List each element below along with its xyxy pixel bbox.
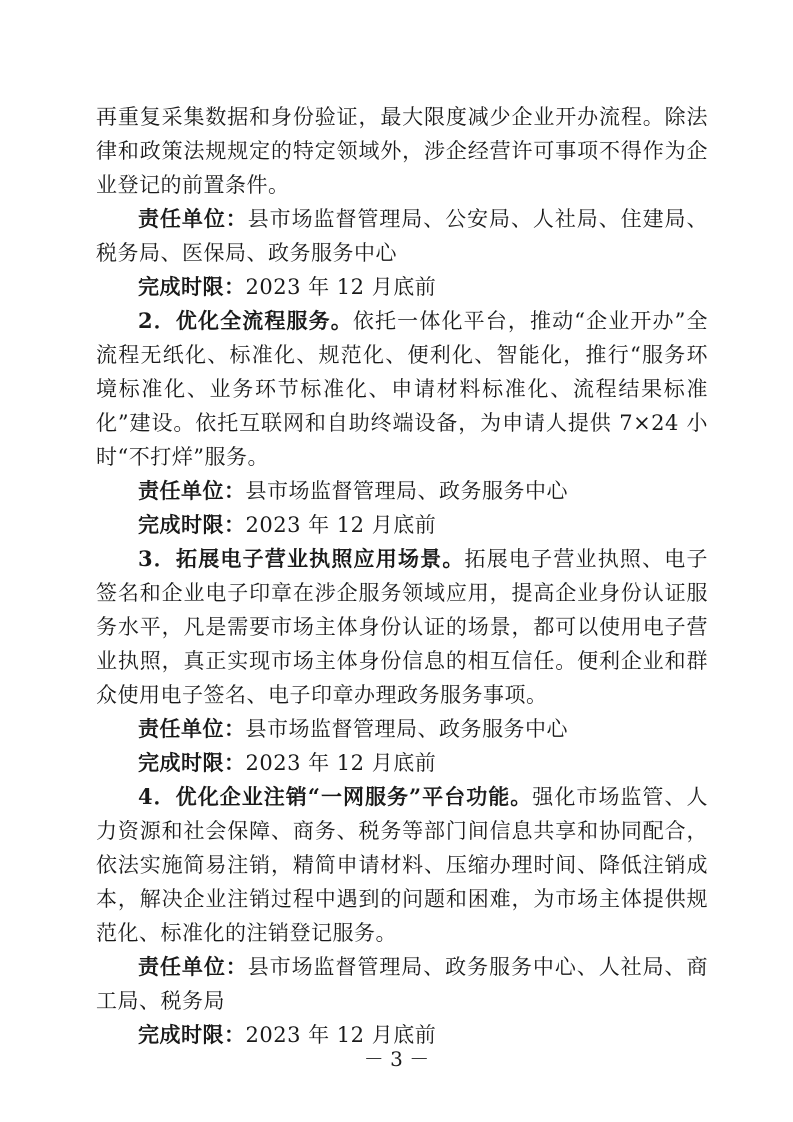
responsible-label: 责任单位： [138, 206, 248, 231]
responsible-value: 县市场监督管理局、政务服务中心 [245, 717, 568, 741]
deadline-label: 完成时限： [138, 274, 246, 299]
responsible-value: 县市场监督管理局、政务服务中心 [245, 479, 568, 503]
item2-paragraph [96, 304, 708, 474]
document-body [96, 100, 708, 1052]
deadline-label: 完成时限： [138, 750, 246, 775]
item3-heading: 3．拓展电子营业执照应用场景。 [138, 546, 465, 571]
item4-body: 强化市场监管、人力资源和社会保障、商务、税务等部门间信息共享和协同配合，依法实施简易注销，精简申请材料、压缩办理时间、降低注销成本，解决企业注销过程中遇到的问题和困难，为市场主体提供规范化、标准化的注销登记服务。 [96, 785, 708, 945]
item3-responsible [96, 712, 708, 746]
item1-responsible [96, 202, 708, 270]
item1-deadline [96, 270, 708, 304]
intro-paragraph: 再重复采集数据和身份验证，最大限度减少企业开办流程。除法律和政策法规规定的特定领域外，涉企经营许可事项不得作为企业登记的前置条件。 [96, 105, 708, 197]
deadline-value: 2023 年 12 月底前 [245, 275, 437, 299]
item3-paragraph [96, 542, 708, 712]
item2-body: 依托一体化平台，推动“企业开办”全流程无纸化、标准化、规范化、便利化、智能化，推行“服务环境标准化、业务环节标准化、申请材料标准化、流程结果标准化”建设。依托互联网和自助终端设备，为申请人提供 7×24 小时“不打烊”服务。 [96, 309, 708, 469]
item3-deadline [96, 746, 708, 780]
item4-heading: 4．优化企业注销“一网服务”平台功能。 [138, 784, 533, 809]
item2-deadline [96, 508, 708, 542]
item4-responsible [96, 950, 708, 1018]
item2-heading: 2．优化全流程服务。 [138, 308, 353, 333]
item2-responsible [96, 474, 708, 508]
deadline-value: 2023 年 12 月底前 [245, 513, 437, 537]
item4-paragraph [96, 780, 708, 950]
deadline-value: 2023 年 12 月底前 [245, 751, 437, 775]
deadline-label: 完成时限： [138, 1022, 246, 1047]
deadline-label: 完成时限： [138, 512, 246, 537]
responsible-value: 县市场监督管理局、政务服务中心、人社局、商工局、税务局 [96, 955, 709, 1013]
responsible-value: 县市场监督管理局、公安局、人社局、住建局、税务局、医保局、政务服务中心 [96, 207, 709, 265]
responsible-label: 责任单位： [138, 478, 246, 503]
item3-body: 拓展电子营业执照、电子签名和企业电子印章在涉企服务领域应用，提高企业身份认证服务水平，凡是需要市场主体身份认证的场景，都可以使用电子营业执照，真正实现市场主体身份信息的相互信任。便利企业和群众使用电子签名、电子印章办理政务服务事项。 [96, 547, 708, 707]
deadline-value: 2023 年 12 月底前 [245, 1023, 437, 1047]
responsible-label: 责任单位： [138, 716, 246, 741]
page-number: － 3 － [363, 1047, 430, 1071]
responsible-label: 责任单位： [138, 954, 248, 979]
